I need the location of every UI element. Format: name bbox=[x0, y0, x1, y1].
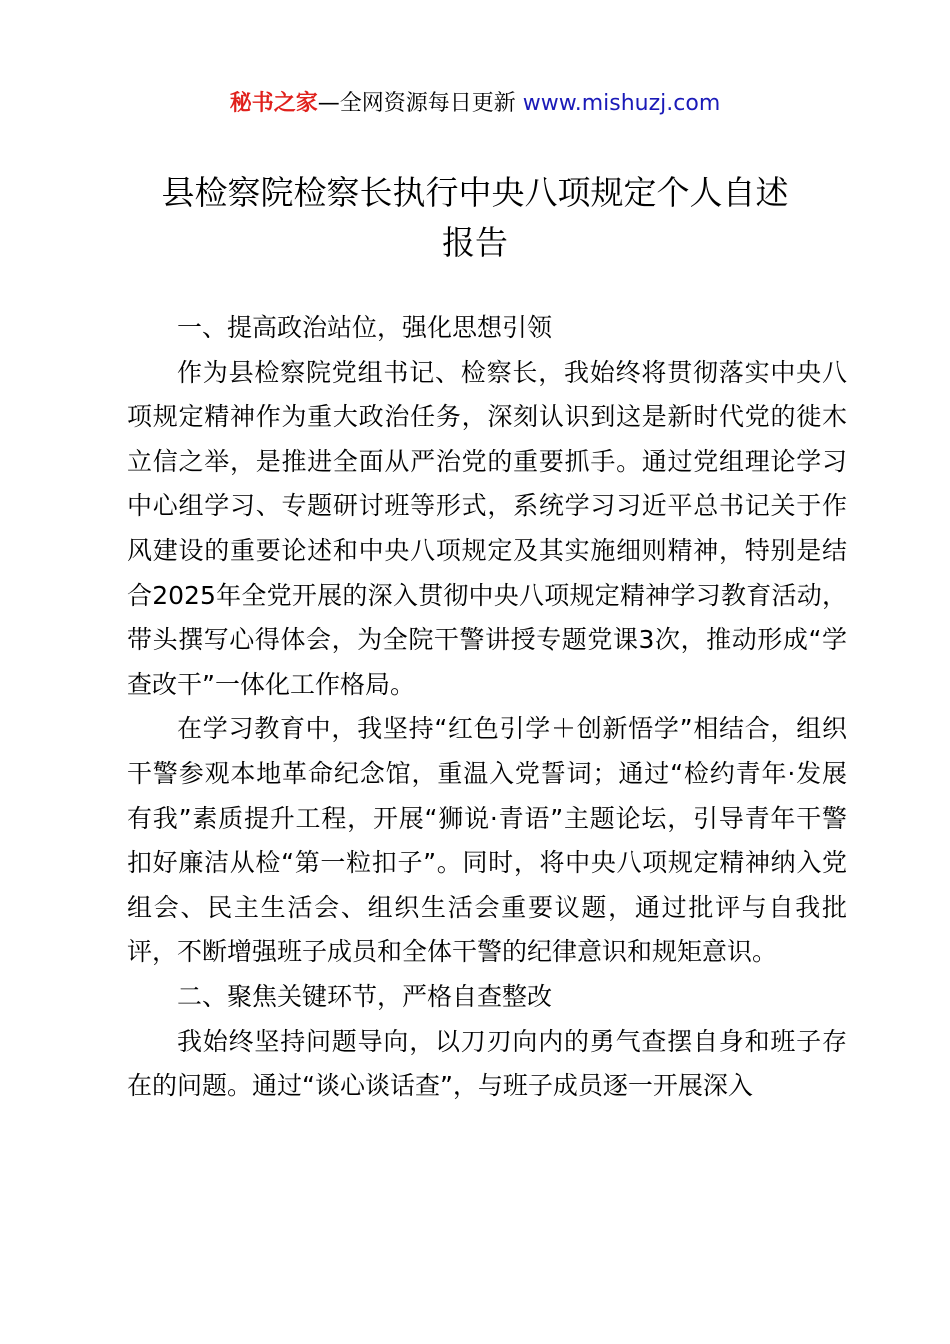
site-tagline: —全网资源每日更新 bbox=[317, 91, 516, 116]
site-header bbox=[0, 88, 950, 120]
section-heading-2: 二、聚焦关键环节，严格自查整改 bbox=[177, 981, 553, 1011]
body-paragraph: 在学习教育中，我坚持“红色引学＋创新悟学”相结合，组织干警参观本地革命纪念馆，重温入党誓词；通过“检约青年·发展有我”素质提升工程，开展“狮说·青语”主题论坛，引导青年干警扣好廉洁从检“第一粒扣子”。同时，将中央八项规定精神纳入党组会、民主生活会、组织生活会重要议题，通过批评与自我批评，不断增强班子成员和全体干警的纪律意识和规矩意识。 bbox=[127, 714, 847, 967]
body-paragraph: 我始终坚持问题导向，以刀刃向内的勇气查摆自身和班子存在的问题。通过“谈心谈话查”，与班子成员逐一开展深入 bbox=[127, 1026, 847, 1101]
document-title-line-1: 县检察院检察长执行中央八项规定个人自述 bbox=[161, 173, 789, 212]
document-title-line-2: 报告 bbox=[442, 223, 508, 262]
site-url[interactable]: www.mishuzj.com bbox=[522, 91, 721, 116]
document-title bbox=[100, 168, 850, 268]
document-body bbox=[127, 306, 847, 1109]
body-paragraph: 作为县检察院党组书记、检察长，我始终将贯彻落实中央八项规定精神作为重大政治任务，深刻认识到这是新时代党的徙木立信之举，是推进全面从严治党的重要抓手。通过党组理论学习中心组学习、专题研讨班等形式，系统学习习近平总书记关于作风建设的重要论述和中央八项规定及其实施细则精神，特别是结合2025年全党开展的深入贯彻中央八项规定精神学习教育活动，带头撰写心得体会，为全院干警讲授专题党课3次，推动形成“学查改干”一体化工作格局。 bbox=[127, 357, 847, 699]
site-brand: 秘书之家 bbox=[229, 91, 318, 116]
section-heading-1: 一、提高政治站位，强化思想引领 bbox=[177, 313, 553, 342]
